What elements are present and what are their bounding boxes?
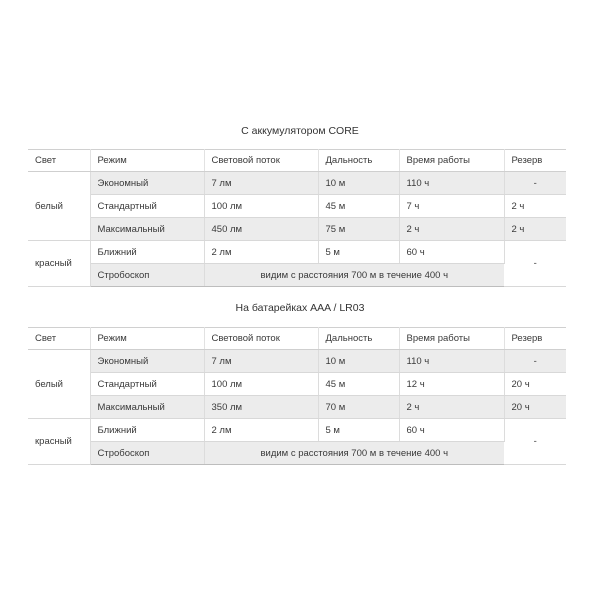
- range-cell: 75 м: [318, 218, 399, 241]
- light-white: белый: [28, 172, 90, 241]
- table-row: [28, 195, 566, 218]
- light-white: белый: [28, 350, 90, 419]
- reserve-cell: 20 ч: [504, 373, 566, 396]
- table-caption: С аккумулятором CORE: [241, 125, 359, 137]
- header-reserve: Резерв: [504, 150, 566, 172]
- header-row: [28, 328, 566, 350]
- range-cell: 5 м: [318, 241, 399, 264]
- header-light: Свет: [28, 150, 90, 172]
- mode-cell: Стандартный: [90, 373, 204, 396]
- reserve-cell: 2 ч: [504, 195, 566, 218]
- time-cell: 110 ч: [399, 350, 504, 373]
- time-cell: 60 ч: [399, 241, 504, 264]
- range-cell: 70 м: [318, 396, 399, 419]
- time-cell: 7 ч: [399, 195, 504, 218]
- range-cell: 10 м: [318, 350, 399, 373]
- mode-cell: Ближний: [90, 241, 204, 264]
- time-cell: 12 ч: [399, 373, 504, 396]
- spec-table-core: [28, 149, 566, 287]
- table-row: [28, 419, 566, 442]
- spec-table-aaa: [28, 327, 566, 465]
- flux-cell: 2 лм: [204, 241, 318, 264]
- header-row: [28, 150, 566, 172]
- header-range: Дальность: [318, 328, 399, 350]
- range-cell: 45 м: [318, 195, 399, 218]
- reserve-cell: -: [504, 419, 566, 465]
- table-caption: На батарейках AAA / LR03: [235, 302, 365, 314]
- header-light: Свет: [28, 328, 90, 350]
- time-cell: 110 ч: [399, 172, 504, 195]
- header-flux: Световой поток: [204, 150, 318, 172]
- header-flux: Световой поток: [204, 328, 318, 350]
- table-row: [28, 264, 566, 287]
- strobe-note: видим с расстояния 700 м в течение 400 ч: [204, 442, 504, 465]
- mode-cell: Экономный: [90, 350, 204, 373]
- reserve-cell: -: [504, 172, 566, 195]
- light-red: красный: [28, 419, 90, 465]
- header-mode: Режим: [90, 328, 204, 350]
- table-row: [28, 373, 566, 396]
- reserve-cell: -: [504, 241, 566, 287]
- range-cell: 5 м: [318, 419, 399, 442]
- range-cell: 45 м: [318, 373, 399, 396]
- flux-cell: 7 лм: [204, 172, 318, 195]
- mode-cell: Экономный: [90, 172, 204, 195]
- header-range: Дальность: [318, 150, 399, 172]
- strobe-note: видим с расстояния 700 м в течение 400 ч: [204, 264, 504, 287]
- flux-cell: 2 лм: [204, 419, 318, 442]
- reserve-cell: -: [504, 350, 566, 373]
- header-time: Время работы: [399, 150, 504, 172]
- mode-cell: Стробоскоп: [90, 442, 204, 465]
- mode-cell: Стандартный: [90, 195, 204, 218]
- time-cell: 60 ч: [399, 419, 504, 442]
- table-row: [28, 218, 566, 241]
- flux-cell: 100 лм: [204, 373, 318, 396]
- table-row: [28, 442, 566, 465]
- table-row: [28, 241, 566, 264]
- light-red: красный: [28, 241, 90, 287]
- flux-cell: 7 лм: [204, 350, 318, 373]
- time-cell: 2 ч: [399, 218, 504, 241]
- header-reserve: Резерв: [504, 328, 566, 350]
- reserve-cell: 20 ч: [504, 396, 566, 419]
- time-cell: 2 ч: [399, 396, 504, 419]
- mode-cell: Стробоскоп: [90, 264, 204, 287]
- mode-cell: Максимальный: [90, 218, 204, 241]
- flux-cell: 450 лм: [204, 218, 318, 241]
- table-row: [28, 350, 566, 373]
- header-mode: Режим: [90, 150, 204, 172]
- flux-cell: 350 лм: [204, 396, 318, 419]
- flux-cell: 100 лм: [204, 195, 318, 218]
- mode-cell: Ближний: [90, 419, 204, 442]
- mode-cell: Максимальный: [90, 396, 204, 419]
- range-cell: 10 м: [318, 172, 399, 195]
- table-row: [28, 172, 566, 195]
- header-time: Время работы: [399, 328, 504, 350]
- reserve-cell: 2 ч: [504, 218, 566, 241]
- table-row: [28, 396, 566, 419]
